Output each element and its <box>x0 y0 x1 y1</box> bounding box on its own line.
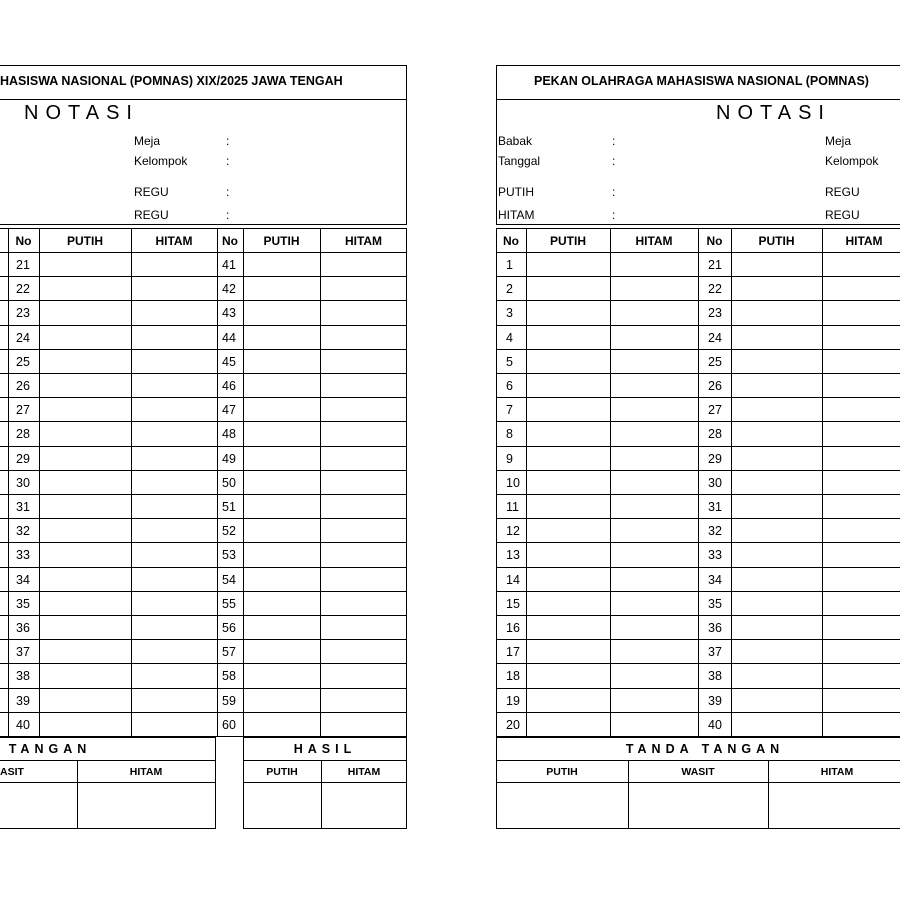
left-row-number-col2: 56 <box>222 621 236 635</box>
left-info-colon: : <box>226 208 230 222</box>
left-row-number-col1: 31 <box>16 500 30 514</box>
left-row-number-col2: 59 <box>222 694 236 708</box>
right-row-number-col1: 13 <box>506 548 520 562</box>
left-signature-col-wasit: ASIT <box>0 766 24 778</box>
right-row-number-col1: 19 <box>506 694 520 708</box>
left-row-number-col1: 40 <box>16 718 30 732</box>
right-row-number-col2: 32 <box>708 524 722 538</box>
right-info-label-tanggal: Tanggal <box>498 154 541 168</box>
right-row-number-col1: 6 <box>506 379 513 393</box>
right-row-number-col1: 3 <box>506 306 513 320</box>
left-row-number-col2: 41 <box>222 258 236 272</box>
left-row-number-col1: 37 <box>16 645 30 659</box>
right-row-number-col2: 40 <box>708 718 722 732</box>
right-row-number-col1: 8 <box>506 427 513 441</box>
left-info-label-regu: REGU <box>134 208 169 222</box>
right-signature-col-hitam: HITAM <box>820 766 854 778</box>
left-row-number-col1: 35 <box>16 597 30 611</box>
right-row-number-col2: 39 <box>708 694 722 708</box>
right-row-number-col2: 31 <box>708 500 722 514</box>
left-row-number-col1: 21 <box>16 258 30 272</box>
left-row-number-col2: 46 <box>222 379 236 393</box>
left-row-number-col1: 29 <box>16 452 30 466</box>
left-row-number-col2: 49 <box>222 452 236 466</box>
left-row-number-col2: 53 <box>222 548 236 562</box>
left-info-colon: : <box>226 134 230 148</box>
right-row-number-col1: 5 <box>506 355 513 369</box>
right-info-label-hitam: HITAM <box>498 208 535 222</box>
left-row-number-col1: 22 <box>16 282 30 296</box>
right-row-number-col1: 4 <box>506 331 513 345</box>
right-row-number-col1: 9 <box>506 452 513 466</box>
right-row-number-col2: 25 <box>708 355 722 369</box>
right-col-header-putih: PUTIH <box>758 234 795 248</box>
right-col-header-no: No <box>706 234 723 248</box>
left-row-number-col2: 42 <box>222 282 236 296</box>
left-col-header-putih: PUTIH <box>67 234 103 248</box>
right-row-number-col2: 37 <box>708 645 722 659</box>
right-row-number-col1: 1 <box>506 258 513 272</box>
right-row-number-col1: 20 <box>506 718 520 732</box>
left-row-number-col2: 51 <box>222 500 236 514</box>
left-row-number-col2: 55 <box>222 597 236 611</box>
right-row-number-col1: 17 <box>506 645 520 659</box>
left-row-number-col1: 30 <box>16 476 30 490</box>
left-col-header-no: No <box>222 234 238 248</box>
left-col-header-no: No <box>15 234 32 248</box>
right-row-number-col2: 30 <box>708 476 722 490</box>
right-row-number-col1: 10 <box>506 476 520 490</box>
right-row-number-col2: 29 <box>708 452 722 466</box>
right-info-colon: : <box>612 134 616 148</box>
right-signature-col-wasit: WASIT <box>681 766 715 778</box>
right-col-header-hitam: HITAM <box>845 234 883 248</box>
right-row-number-col1: 16 <box>506 621 520 635</box>
left-info-label-kelompok: Kelompok <box>134 154 188 168</box>
right-info-label-putih: PUTIH <box>498 185 534 199</box>
left-row-number-col2: 57 <box>222 645 236 659</box>
left-sheet-title: HASISWA NASIONAL (POMNAS) XIX/2025 JAWA TENGAH <box>0 74 343 88</box>
left-row-number-col1: 39 <box>16 694 30 708</box>
left-row-number-col2: 47 <box>222 403 236 417</box>
left-row-number-col1: 38 <box>16 669 30 683</box>
left-result-col-putih: PUTIH <box>266 766 298 778</box>
left-row-number-col1: 25 <box>16 355 30 369</box>
left-notation-table <box>0 228 407 737</box>
right-col-header-hitam: HITAM <box>635 234 673 248</box>
right-info-label-regu: REGU <box>825 185 860 199</box>
right-info-label-kelompok: Kelompok <box>825 154 879 168</box>
left-row-number-col2: 50 <box>222 476 236 490</box>
left-info-label-meja: Meja <box>134 134 161 148</box>
left-row-number-col2: 54 <box>222 573 236 587</box>
right-info-label-babak: Babak <box>498 134 533 148</box>
right-col-header-putih: PUTIH <box>550 234 586 248</box>
right-row-number-col2: 34 <box>708 573 722 587</box>
left-info-colon: : <box>226 185 230 199</box>
right-row-number-col2: 23 <box>708 306 722 320</box>
left-row-number-col2: 60 <box>222 718 236 732</box>
right-row-number-col1: 2 <box>506 282 513 296</box>
right-signature-col-putih: PUTIH <box>546 766 578 778</box>
right-row-number-col2: 28 <box>708 427 722 441</box>
left-info-colon: : <box>226 154 230 168</box>
left-row-number-col1: 23 <box>16 306 30 320</box>
right-row-number-col1: 18 <box>506 669 520 683</box>
left-row-number-col2: 45 <box>222 355 236 369</box>
right-row-number-col2: 36 <box>708 621 722 635</box>
right-info-label-regu: REGU <box>825 208 860 222</box>
right-row-number-col1: 14 <box>506 573 520 587</box>
left-notasi-heading: NOTASI <box>24 102 139 124</box>
right-row-number-col2: 33 <box>708 548 722 562</box>
left-row-number-col1: 26 <box>16 379 30 393</box>
right-row-number-col2: 26 <box>708 379 722 393</box>
left-row-number-col1: 36 <box>16 621 30 635</box>
left-result-title: HASIL <box>293 742 357 756</box>
right-row-number-col1: 15 <box>506 597 520 611</box>
left-row-number-col1: 24 <box>16 331 30 345</box>
left-row-number-col2: 52 <box>222 524 236 538</box>
right-info-label-meja: Meja <box>825 134 852 148</box>
right-info-colon: : <box>612 185 616 199</box>
left-row-number-col2: 43 <box>222 306 236 320</box>
left-col-header-hitam: HITAM <box>155 234 193 248</box>
right-row-number-col2: 24 <box>708 331 722 345</box>
right-signature-title: TANDA TANGAN <box>625 742 785 756</box>
left-signature-title: TANGAN <box>8 742 92 756</box>
left-row-number-col2: 44 <box>222 331 236 345</box>
left-info-label-regu: REGU <box>134 185 169 199</box>
right-col-header-no: No <box>503 234 519 248</box>
right-info-colon: : <box>612 154 616 168</box>
left-col-header-putih: PUTIH <box>263 234 300 248</box>
right-row-number-col1: 11 <box>506 500 519 514</box>
right-row-number-col1: 7 <box>506 403 513 417</box>
left-signature-col-hitam: HITAM <box>129 766 163 778</box>
right-notasi-heading: NOTASI <box>716 102 831 124</box>
right-info-colon: : <box>612 208 616 222</box>
left-row-number-col1: 27 <box>16 403 30 417</box>
right-row-number-col2: 21 <box>708 258 722 272</box>
left-row-number-col1: 32 <box>16 524 30 538</box>
right-row-number-col2: 38 <box>708 669 722 683</box>
left-row-number-col2: 58 <box>222 669 236 683</box>
left-row-number-col1: 28 <box>16 427 30 441</box>
right-row-number-col2: 22 <box>708 282 722 296</box>
left-row-number-col2: 48 <box>222 427 236 441</box>
right-sheet-title: PEKAN OLAHRAGA MAHASISWA NASIONAL (POMNAS) <box>534 74 869 88</box>
left-row-number-col1: 34 <box>16 573 30 587</box>
right-row-number-col2: 27 <box>708 403 722 417</box>
left-result-col-hitam: HITAM <box>347 766 381 778</box>
right-row-number-col1: 12 <box>506 524 520 538</box>
left-col-header-hitam: HITAM <box>344 234 383 248</box>
right-row-number-col2: 35 <box>708 597 722 611</box>
left-row-number-col1: 33 <box>16 548 30 562</box>
